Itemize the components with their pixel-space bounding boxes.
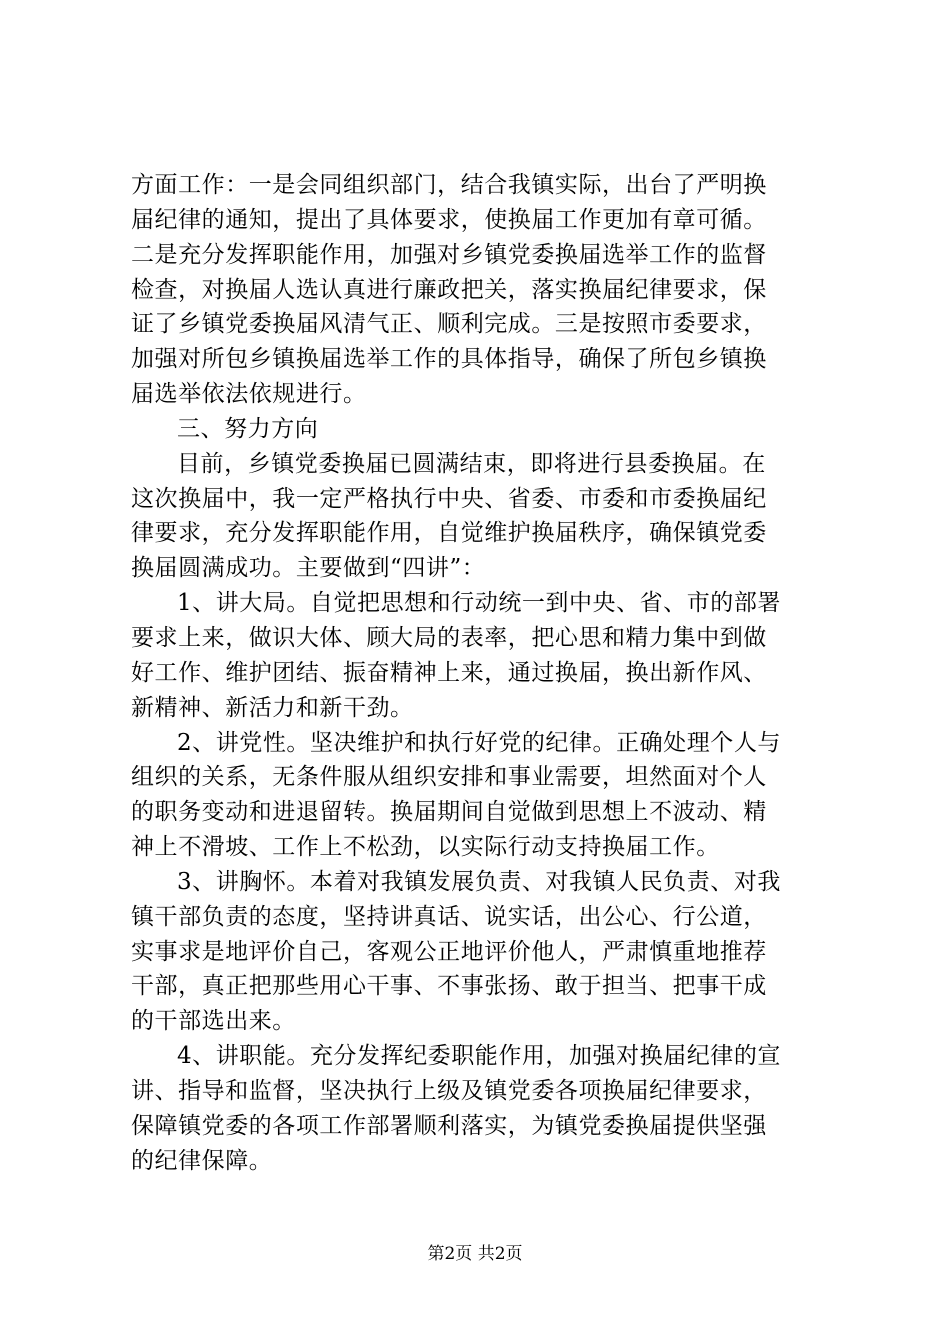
text-line: 二是充分发挥职能作用，加强对乡镇党委换届选举工作的监督: [131, 241, 767, 268]
text-line: 保障镇党委的各项工作部署顺利落实，为镇党委换届提供坚强: [131, 1112, 767, 1139]
paragraph-first-line: 3、讲胸怀。本着对我镇发展负责、对我镇人民负责、对我: [177, 868, 781, 895]
text-line: 换届圆满成功。主要做到“四讲”：: [131, 555, 486, 582]
paragraph-first-line: 4、讲职能。充分发挥纪委职能作用，加强对换届纪律的宣: [177, 1043, 781, 1070]
text-line: 律要求，充分发挥职能作用，自觉维护换届秩序，确保镇党委: [131, 520, 767, 547]
text-line: 实事求是地评价自己，客观公正地评价他人，严肃慎重地推荐: [131, 938, 767, 965]
text-line: 的纪律保障。: [131, 1147, 273, 1174]
text-line: 检查，对换届人选认真进行廉政把关，落实换届纪律要求，保: [131, 276, 767, 303]
text-line: 证了乡镇党委换届风清气正、顺利完成。三是按照市委要求，: [131, 311, 767, 338]
text-line: 届选举依法依规进行。: [131, 381, 367, 408]
text-line: 组织的关系，无条件服从组织安排和事业需要，坦然面对个人: [131, 764, 767, 791]
text-line: 神上不滑坡、工作上不松劲，以实际行动支持换届工作。: [131, 834, 720, 861]
page-number-footer: 第2页 共2页: [427, 1244, 523, 1264]
paragraph-first-line: 目前，乡镇党委换届已圆满结束，即将进行县委换届。在: [177, 450, 766, 477]
text-line: 镇干部负责的态度，坚持讲真话、说实话，出公心、行公道，: [131, 903, 767, 930]
text-line: 新精神、新活力和新干劲。: [131, 694, 414, 721]
paragraph-first-line: 2、讲党性。坚决维护和执行好党的纪律。正确处理个人与: [177, 729, 781, 756]
text-line: 好工作、维护团结、振奋精神上来，通过换届，换出新作风、: [131, 659, 767, 686]
text-line: 干部，真正把那些用心干事、不事张扬、敢于担当、把事干成: [131, 973, 767, 1000]
text-line: 这次换届中，我一定严格执行中央、省委、市委和市委换届纪: [131, 485, 767, 512]
text-line: 届纪律的通知，提出了具体要求，使换届工作更加有章可循。: [131, 206, 767, 233]
paragraph-first-line: 1、讲大局。自觉把思想和行动统一到中央、省、市的部署: [177, 590, 781, 617]
text-line: 方面工作：一是会同组织部门，结合我镇实际，出台了严明换: [131, 172, 767, 198]
text-line: 要求上来，做识大体、顾大局的表率，把心思和精力集中到做: [131, 624, 767, 651]
text-line: 加强对所包乡镇换届选举工作的具体指导，确保了所包乡镇换: [131, 346, 767, 373]
text-line: 的职务变动和进退留转。换届期间自觉做到思想上不波动、精: [131, 799, 767, 826]
text-line: 讲、指导和监督，坚决执行上级及镇党委各项换届纪律要求，: [131, 1077, 767, 1104]
text-line: 的干部选出来。: [131, 1008, 296, 1035]
body-text: [131, 168, 829, 1178]
section-heading: 三、努力方向: [177, 415, 319, 442]
